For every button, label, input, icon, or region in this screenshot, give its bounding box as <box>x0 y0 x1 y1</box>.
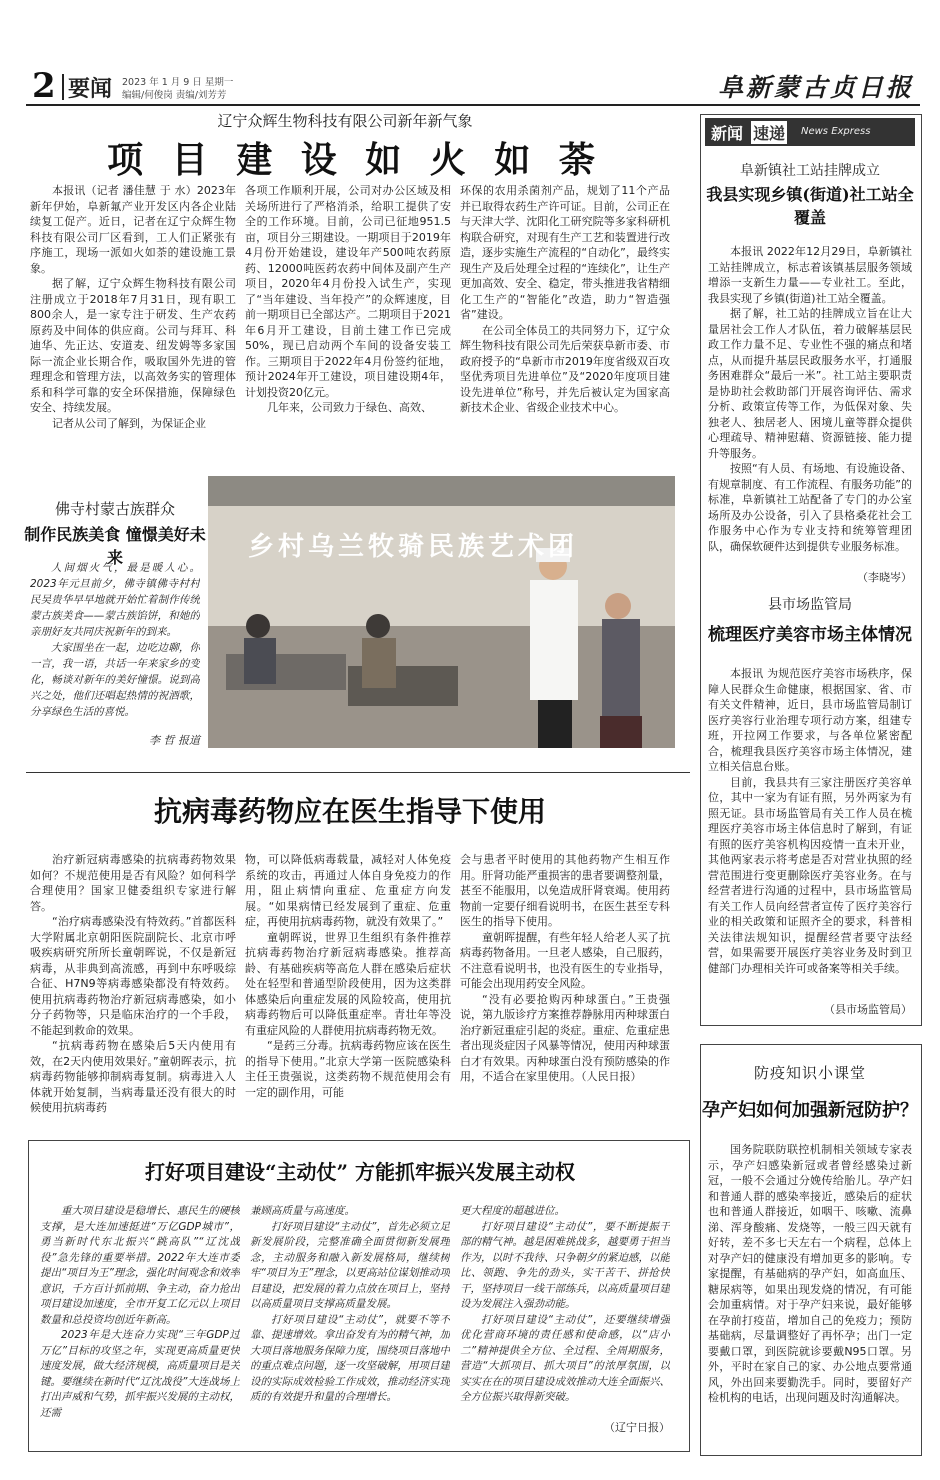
article2-headline: 抗病毒药物应在医生指导下使用 <box>153 795 546 828</box>
header-bar <box>20 66 920 106</box>
express-label-b: 速递 <box>751 121 787 144</box>
article1-para: 环保的农用杀菌剂产品，规划了11个产品并已取得农药生产许可证。目前，公司正在与天津大学、沈阳化工研究院等多家科研机构联合研究，对现有生产工艺和装置进行改造，逐步实施生产流程的“自动化”，最终实现生产及后处理全过程的“连续化”，让生产更加高效、安全、稳定，带头推进我省精细化工生产的“智能化”改造，助力“智造强省”建设。 <box>460 184 670 321</box>
editor-line: 编辑/何俊岗 责编/刘芳芳 <box>122 90 227 101</box>
express-item1-para: 本报讯 2022年12月29日，阜新镇社工站挂牌成立，标志着该镇基层服务领域增添一支新生力量——专业社工。至此，我县实现了乡镇(街道)社工站全覆盖。 <box>708 245 912 305</box>
express-item1-para: 按照“有人员、有场地、有设施设备、有规章制度、有工作流程、有服务功能”的标准，阜新镇社工站配备了专门的办公室场所及办公设备，引入了县格桑花社会工作服务中心作为专业支持和统筹管理团队，确保软硬件达到提供专业服务标准。 <box>708 462 912 553</box>
article2-para: 会与患者平时使用的其他药物产生相互作用。肝肾功能严重损害的患者要调整剂量，甚至不能服用，以免造成肝肾衰竭。使用药物前一定要仔细看说明书，在医生甚至专科医生的指导下使用。 <box>460 853 670 928</box>
article1-col3 <box>460 183 670 451</box>
article3-col3 <box>460 1204 670 1418</box>
article2-col1 <box>30 852 236 1120</box>
photo-story-para: 大家围坐在一起，边吃边聊，你一言，我一语，共话一年来家乡的变化，畅谈对新年的美好憧憬。说到高兴之处，他们还唱起热情的祝酒歌，分享绿色生活的喜悦。 <box>30 642 200 718</box>
photo-story-para: 人间烟火气，最是暖人心。2023年元旦前夕，佛寺镇佛寺村村民吴贵华早早地就开始忙着制作传统蒙古族美食——蒙古族馅饼，和她的亲朋好友共同庆祝新年的到来。 <box>30 562 200 638</box>
express-item1-para: 据了解，社工站的挂牌成立旨在让大量居社会工作人才队伍，着力破解基层民政工作力量不足、专业性不强的痛点和堵点，从而提升基层民政服务水平，打通服务困难群众“最后一米”。社工站主要职责是协助社会救助部门开展咨询评估、需求分析、政策宣传等工作，为低保对象、失独老人、独居老人、困境儿童等群众提供心理疏导、精神慰藉、资源链接、能力提升等服务。 <box>708 307 912 460</box>
article3-credit: （辽宁日报） <box>604 1421 670 1434</box>
date-line: 2023 年 1 月 9 日 星期一 <box>122 77 234 88</box>
article1-para: 各项工作顺利开展，公司对办公区域及相关场所进行了严格消杀，给职工提供了安全的工作环境。目前，公司已征地951.5亩，项目分三期建设。一期项目于2019年4月份开始建设，建设年产500吨农药原药、12000吨医药农药中间体及副产生产项目，2020年4月份投入试生产，实现了“当年建设、当年投产”的众辉速度，目前一期项目已全部达产。二期项目于2021年6月开工建设，目前土建工作已完成50%，现已启动两个车间的设备安装工作。三期项目于2022年4月份签约征地，预计2024年开工建设，项目建设期4年，计划投资20亿元。 <box>245 184 451 399</box>
express-label-en: News Express <box>801 126 871 137</box>
express-label <box>705 118 915 146</box>
knowledge-kicker: 防疫知识小课堂 <box>753 1064 866 1082</box>
article1-para: 本报讯（记者 潘佳慧 于 水）2023年新年伊始，阜新氟产业开发区内各企业陆续复工促产。近日，记者在辽宁众辉生物科技有限公司厂区看到，工人们正紧张有序施工，现场一派如火如荼的建设施工景象。 <box>30 184 236 275</box>
article1-para: 在公司全体员工的共同努力下，辽宁众辉生物科技有限公司先后荣获阜新市委、市政府授予的“阜新市市2019年度省级双百攻坚优秀项目先进单位”及“2020年度项目建设先进单位”称号，并先后被认定为国家高新技术企业、省级企业技术中心。 <box>460 323 670 414</box>
article2-para: “抗病毒药物在感染后5天内使用有效，在2天内使用效果好。”童朝晖表示，抗病毒药物能够抑制病毒复制。病毒进入人体就开始复制，当病毒量还没有很大的时候使用抗病毒药 <box>30 1039 236 1114</box>
photo-story-headline: 制作民族美食 憧憬美好未来 <box>24 525 206 567</box>
article1-para: 几年来，公司致力于绿色、高效、 <box>267 401 432 414</box>
article3-para: 打好项目建设“主动仗”，还要继续增强优化营商环境的责任感和使命感，以“店小二”精神提供全方位、全过程、全周期服务，营造“大抓项目、抓大项目”的浓厚氛围，以实实在在的项目建设成效推动大连全面振兴、全方位振兴取得新突破。 <box>460 1313 670 1403</box>
article1-kicker: 辽宁众辉生物科技有限公司新年新气象 <box>217 112 473 130</box>
article3-para: 打好项目建设“主动仗”，首先必须立足新发展阶段，完整准确全面贯彻新发展理念，主动服务和融入新发展格局，继续树牢“项目为王”理念，以更高站位谋划推动项目建设，把发展的着力点放在项目上，坚持以高质量项目支撑高质量发展。 <box>250 1220 450 1310</box>
article3-col2 <box>250 1204 450 1440</box>
photo-scene <box>208 476 675 748</box>
article2-para: “是药三分毒。抗病毒药物应该在医生的指导下使用。”北京大学第一医院感染科主任王贵强说，这类药物不规范使用会有一定的副作用，可能 <box>245 1039 451 1099</box>
article3-para: 2023年是大连奋力实现“三年GDP过万亿”目标的攻坚之年，实现更高质量更快速度发展，做大经济规模，高质量项目是关键。要继续在新时代“辽沈战役”大连战场上打出声威和气势，抓牢振兴发展的主动权，还需 <box>40 1329 240 1419</box>
knowledge-body <box>708 1142 912 1447</box>
page-number: 2 <box>32 66 56 106</box>
article2-col2 <box>245 852 451 1120</box>
photo-story-kicker: 佛寺村蒙古族群众 <box>54 500 175 518</box>
express-item1-kicker: 阜新镇社工站挂牌成立 <box>740 163 880 179</box>
express-item2-para: 本报讯 为规范医疗美容市场秩序，保障人民群众生命健康，根据国家、省、市有关文件精神，近日，县市场监管局制订医疗美容行业治理专项行动方案，组建专班，开拉网工作要求，与各单位紧密配合，梳理我县医疗美容市场主体情况，建立相关信息台账。 <box>708 667 912 773</box>
express-item1-credit: （李晓岑） <box>857 571 912 584</box>
header-divider <box>62 74 64 100</box>
photo <box>208 476 675 748</box>
express-item2-body <box>708 666 912 1000</box>
article2-para: “治疗病毒感染没有特效药。”首都医科大学附属北京朝阳医院副院长、北京市呼吸疾病研究所所长童朝晖说，不仅是新冠病毒，从非典到高流感，再到中东呼吸综合征、H7N9等病毒感染都没有特效药。使用抗病毒药物治疗新冠病毒感染，如小分子药物等，只是临床治疗的一个手段，不能起到救命的效果。 <box>30 915 236 1037</box>
article1-headline: 项 目 建 设 如 火 如 荼 <box>107 139 603 181</box>
article2-para: 物，可以降低病毒载量，减轻对人体免疫系统的攻击，再通过人体自身免疫力的作用，阻止病情向重症、危重症方向发展。“如果病情已经发展到了重症、危重症，再使用抗病毒药物，就没有效果了。” <box>245 853 451 928</box>
article2-para: 治疗新冠病毒感染的抗病毒药物效果如何？不规范使用是否有风险？如何科学合理使用？国家卫健委组织专家进行解答。 <box>30 853 236 913</box>
express-item2-credit: （县市场监管局） <box>824 1003 912 1016</box>
section-rule-1 <box>26 772 690 773</box>
express-item2-headline: 梳理医疗美容市场主体情况 <box>708 625 912 645</box>
express-item2-para: 目前，我县共有三家注册医疗美容单位，其中一家为有证有照，另外两家为有照无证。县市场监管局有关工作人员在梳理医疗美容市场主体信息时了解到，有证有照的医疗美容机构因疫情一直未开业，其他两家表示将考虑是否对营业执照的经营范围进行变更删除医疗美容业务。在与经营者进行沟通的过程中，县市场监管局有关工作人员向经营者宣传了医疗美容行业的相关政策和证照齐全的要求，科普相关法律法规知识，提醒经营者要守法经营，如果需要开展医疗美容业务及时到卫健部门办理相关许可或备案等相关手续。 <box>708 775 912 975</box>
express-label-a: 新闻 <box>711 124 744 143</box>
article2-para: 童朝晖提醒，有些年轻人给老人买了抗病毒药物备用。一旦老人感染，自己服药，不注意看说明书，也没有医生的专业指导，可能会出现用药安全风险。 <box>460 930 670 990</box>
article1-para: 记者从公司了解到，为保证企业 <box>52 416 206 430</box>
photo-story-body <box>30 560 200 740</box>
article3-para: 打好项目建设“主动仗”，要不断提振干部的精气神。越是困难挑战多，越要勇于担当作为，以时不我待、只争朝夕的紧迫感，以能比、领跑、争先的劲头，实干苦干、拼抢快干，坚持项目一线干部练兵，以高质量项目建设为发展注入强劲动能。 <box>460 1220 670 1310</box>
knowledge-para: 国务院联防联控机制相关领域专家表示，孕产妇感染新冠或者曾经感染过新冠，一般不会通过分娩传给胎儿。孕产妇和普通人群的感染率接近，感染后的症状也和普通人群接近，如咽干、咳嗽、流鼻涕、浑身酸痛、发烧等，一般三四天就有好转，差不多七天左右一个病程，总体上对孕产妇的健康没有增加更多的影响。专家提醒，有基础病的孕产妇，如高血压、糖尿病等，如果出现发烧的情况，有可能会加重病情。对于孕产妇来说，最好能够在孕前打疫苗，增加自己的免疫力；预防基础病，尽量调整好了再怀孕；出门一定要戴口罩，到医院就诊要戴N95口罩。另外，平时在家自己的家、办公地点要常通风，外出回来要勤洗手。同时，要留好产检机构的电话，出现问题及时沟通解决。 <box>708 1143 912 1404</box>
paper-name: 阜新蒙古贞日报 <box>717 73 914 102</box>
express-item2-kicker: 县市场监管局 <box>768 597 852 613</box>
article3-para: 重大项目建设是稳增长、惠民生的硬核支撑，是大连加速挺进“万亿GDP城市”，勇当新时代东北振兴“跳高队”“辽沈战役”急先锋的重要举措。2022年大连市委提出“项目为王”理念，强化时间观念和效率意识，千方百计抓前期、争主动，奋力抢出项目建设加速度，全市开复工亿元以上项目数量和总投资均创近年新高。 <box>40 1205 240 1326</box>
photo-banner-text: 乡村乌兰牧骑民族艺术团 <box>248 532 579 562</box>
section-label: 要闻 <box>68 77 113 102</box>
header-rule <box>26 104 920 106</box>
article1-para: 据了解，辽宁众辉生物科技有限公司注册成立于2018年7月31日，现有职工800余人，是一家专注于研发、生产农药原药及中间体的供应商。公司与拜耳、科迪华、先正达、安道麦、纽发姆等多家国际一流企业长期合作，吸取国外先进的管理理念和管理方法，以高效务实的管理体系和科学可靠的安全环保措施，保障绿色安全、持续发展。 <box>30 277 236 414</box>
article2-col3 <box>460 852 670 1120</box>
photo-story-byline: 李 哲 报道 <box>149 734 200 747</box>
article3-para: 兼顾高质量与高速度。 <box>250 1205 355 1217</box>
article2-para: “没有必要抢购丙种球蛋白。”王贵强说，第九版诊疗方案推荐静脉用丙种球蛋白治疗新冠重症引起的炎症。重症、危重症患者出现炎症因子风暴等情况，使用丙种球蛋白才有效果。丙种球蛋白没有预防感染的作用，不适合在家里使用。（人民日报） <box>460 992 670 1083</box>
article3-headline: 打好项目建设“主动仗” 方能抓牢振兴发展主动权 <box>145 1160 575 1184</box>
article1-col1 <box>30 183 236 451</box>
article3-para: 更大程度的超越进位。 <box>460 1205 565 1217</box>
express-item1-headline: 我县实现乡镇(街道)社工站全覆盖 <box>706 185 914 227</box>
knowledge-headline: 孕产妇如何加强新冠防护？ <box>702 1100 918 1121</box>
article3-para: 打好项目建设“主动仗”，就要不等不靠、提速增效。拿出奋发有为的精气神，加大项目落地服务保障力度，围绕项目落地中的重点难点问题，逐一攻坚破解，用项目建设的实际成效检验工作成效，推动经济实现质的有效提升和量的合理增长。 <box>250 1313 450 1403</box>
article2-para: 童朝晖说，世界卫生组织有条件推荐抗病毒药物治疗新冠病毒感染。推荐高龄、有基础疾病等高危人群在感染后症状处在轻型和普通型阶段使用，因为这类群体感染后向重症发展的风险较高，使用抗病毒药物后可以降低重症率。青壮年等没有重症风险的人群使用抗病毒药物无效。 <box>245 930 451 1037</box>
article1-col2 <box>245 183 451 451</box>
express-item1-body <box>708 244 912 569</box>
article3-col1 <box>40 1204 240 1440</box>
